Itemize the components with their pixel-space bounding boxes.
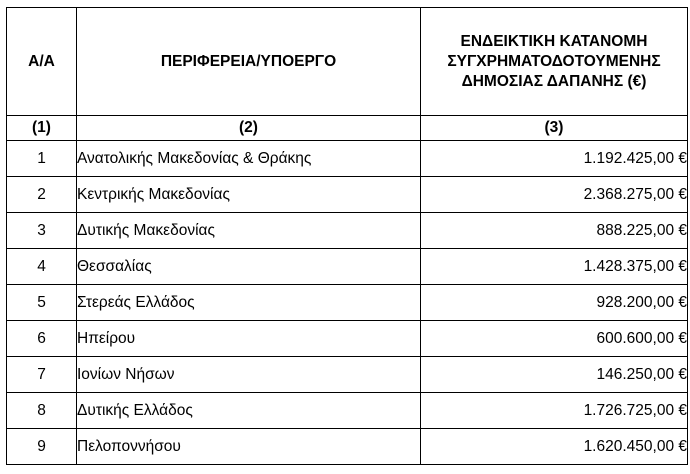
amount-value: 600.600,00 € [421,321,688,357]
table-row [7,321,688,357]
row-number: 8 [7,393,77,429]
amount-value: 888.225,00 € [421,213,688,249]
row-number: 1 [7,141,77,177]
table-row [7,249,688,285]
column-number: (3) [421,116,688,141]
table-row [7,213,688,249]
amount-value: 1.620.450,00 € [421,429,688,465]
amount-value: 1.428.375,00 € [421,249,688,285]
row-number: 3 [7,213,77,249]
row-number: 4 [7,249,77,285]
table-row [7,429,688,465]
header-region: ΠΕΡΙΦΕΡΕΙΑ/ΥΠΟΕΡΓΟ [77,8,421,116]
region-name: Στερεάς Ελλάδος [77,285,421,321]
region-name: Δυτικής Ελλάδος [77,393,421,429]
table-row [7,357,688,393]
row-number: 5 [7,285,77,321]
header-amount-line: ΣΥΓΧΡΗΜΑΤΟΔΟΤΟΥΜΕΝΗΣ [447,52,661,70]
row-number: 7 [7,357,77,393]
header-row [7,8,688,116]
region-name: Κεντρικής Μακεδονίας [77,177,421,213]
row-number: 9 [7,429,77,465]
region-name: Ιονίων Νήσων [77,357,421,393]
header-amount-line: ΕΝΔΕΙΚΤΙΚΗ ΚΑΤΑΝΟΜΗ [460,32,648,50]
region-name: Δυτικής Μακεδονίας [77,213,421,249]
column-number: (2) [77,116,421,141]
header-amount [421,8,688,116]
header-amount-line: ΔΗΜΟΣΙΑΣ ΔΑΠΑΝΗΣ (€) [461,72,647,90]
amount-value: 1.192.425,00 € [421,141,688,177]
table-row [7,141,688,177]
amount-value: 2.368.275,00 € [421,177,688,213]
region-name: Ανατολικής Μακεδονίας & Θράκης [77,141,421,177]
column-number-row [7,116,688,141]
table-row [7,285,688,321]
region-name: Ηπείρου [77,321,421,357]
region-name: Πελοποννήσου [77,429,421,465]
row-number: 6 [7,321,77,357]
column-number: (1) [7,116,77,141]
amount-value: 1.726.725,00 € [421,393,688,429]
amount-value: 146.250,00 € [421,357,688,393]
row-number: 2 [7,177,77,213]
table-row [7,393,688,429]
allocation-table [6,7,688,465]
amount-value: 928.200,00 € [421,285,688,321]
header-aa: Α/Α [7,8,77,116]
table-row [7,177,688,213]
region-name: Θεσσαλίας [77,249,421,285]
